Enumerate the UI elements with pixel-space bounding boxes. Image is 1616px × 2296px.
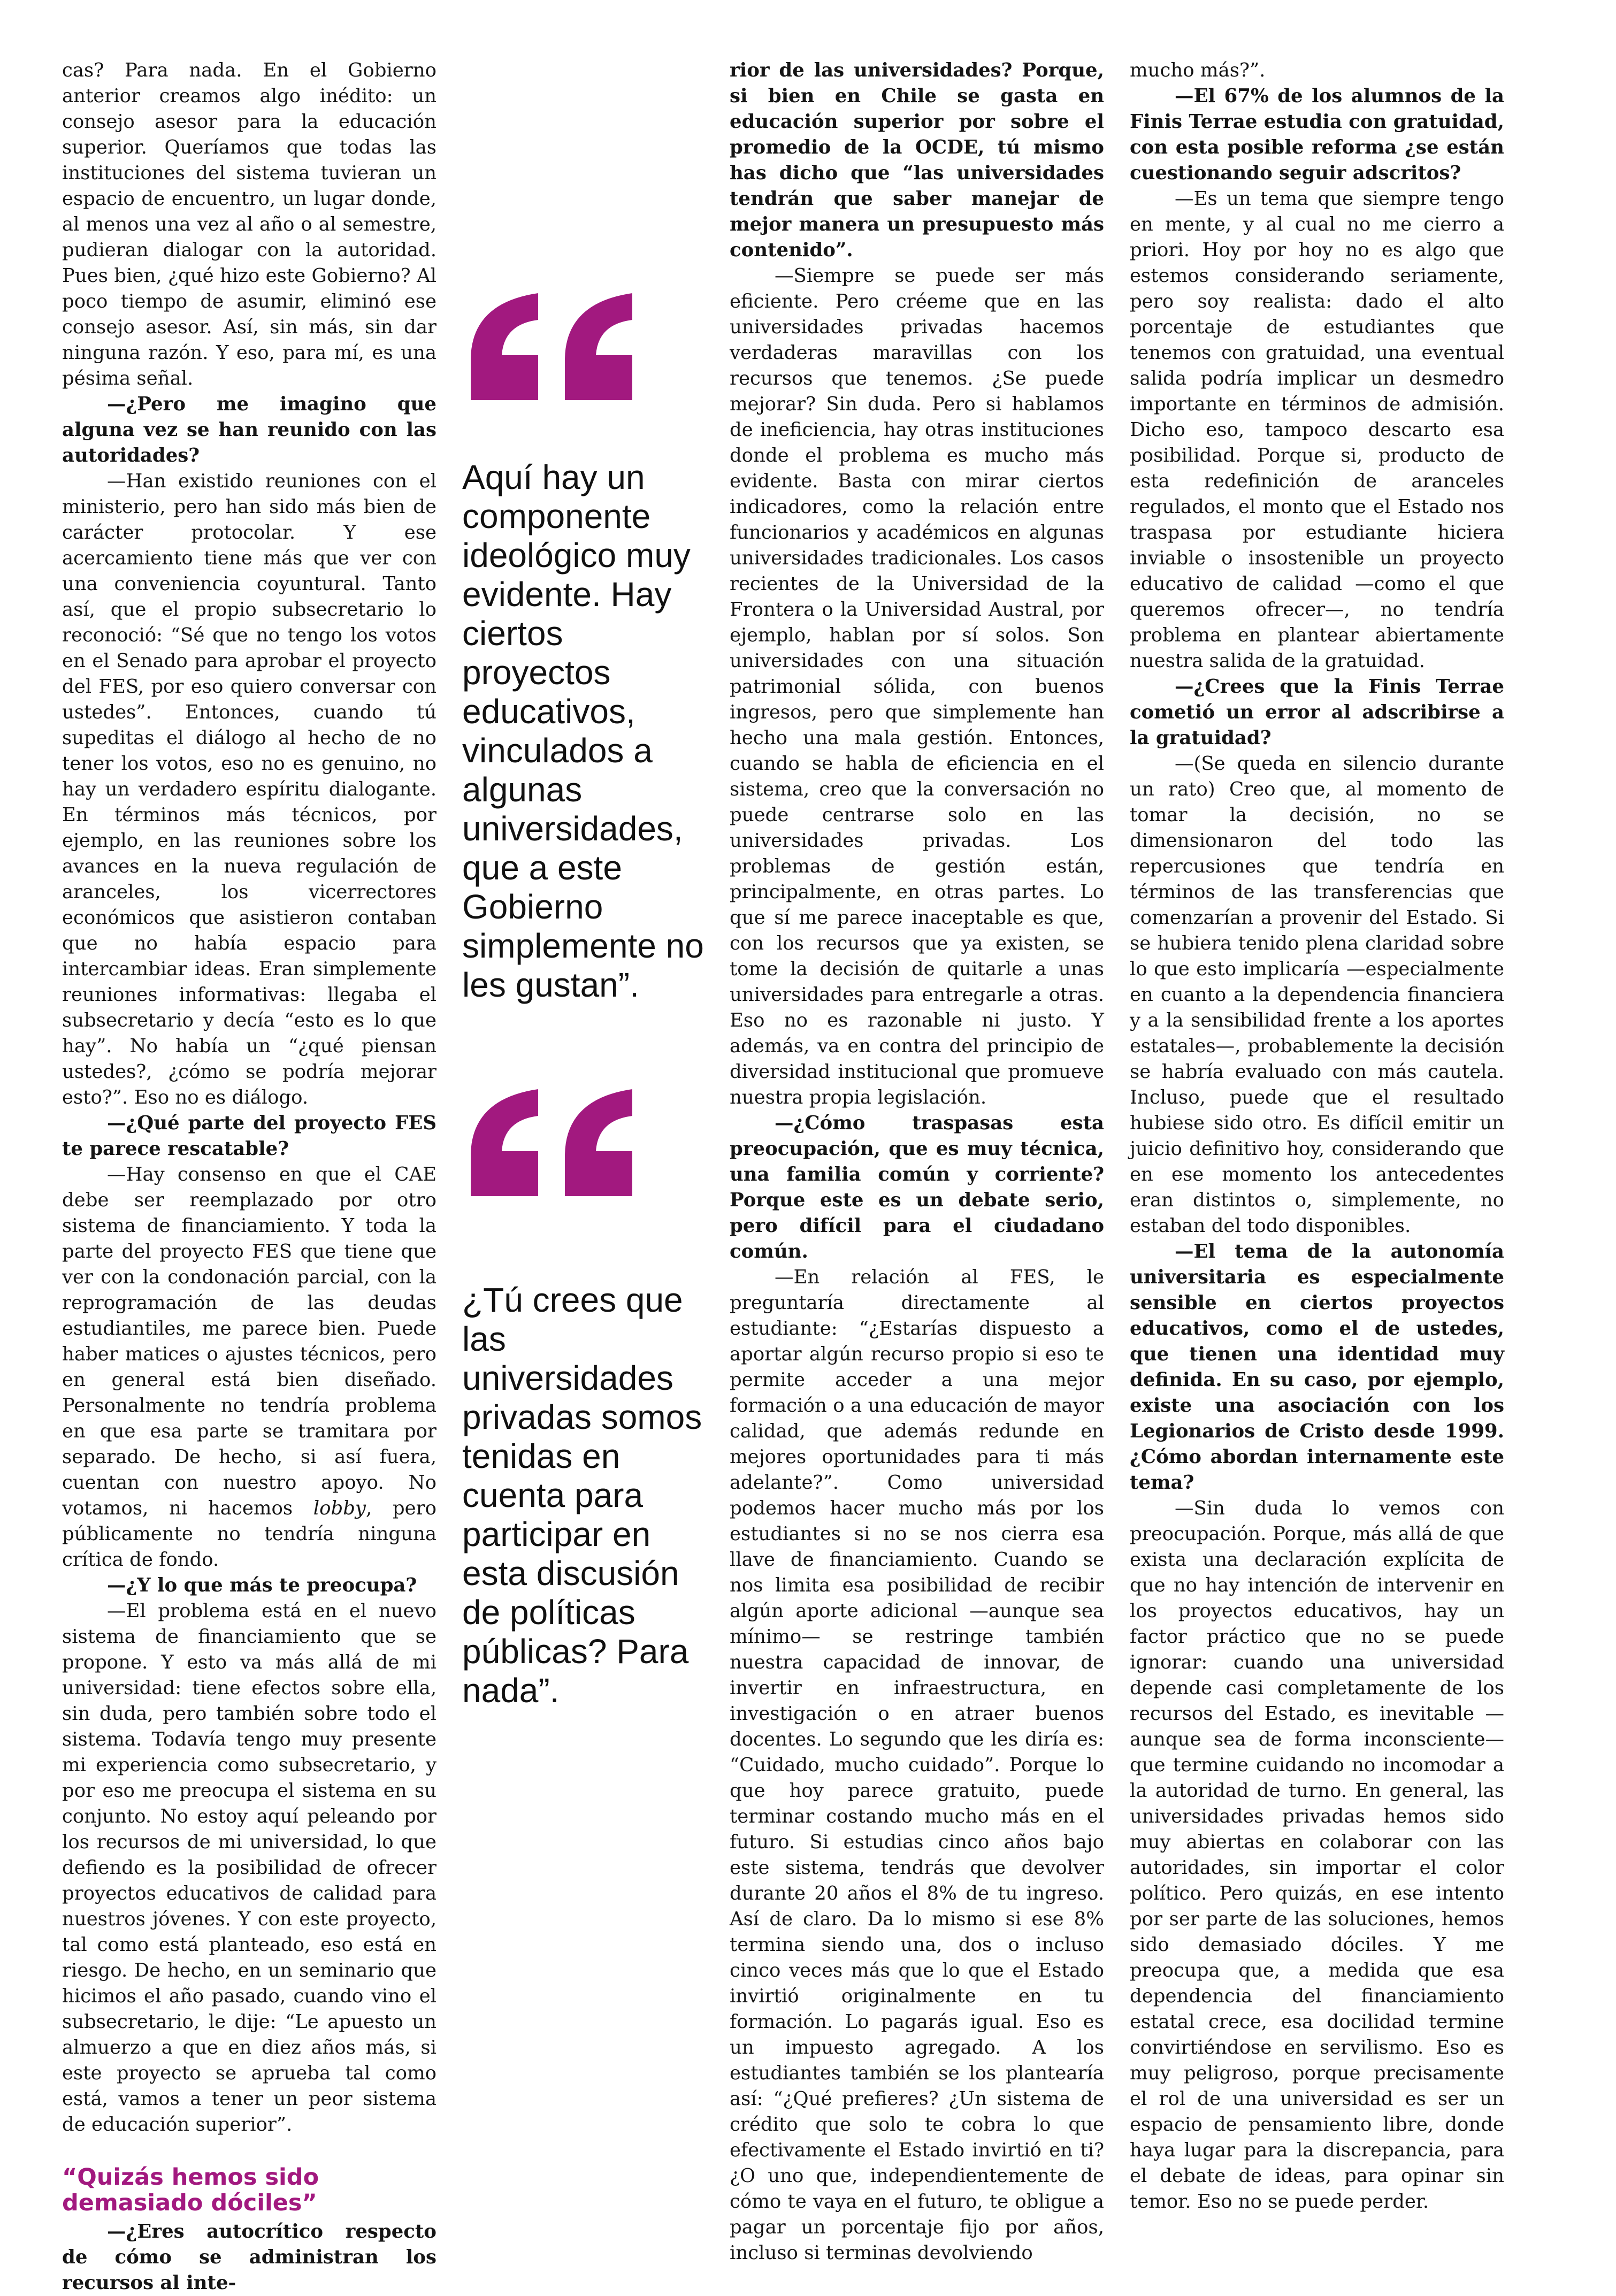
paragraph: [62, 1162, 436, 1573]
paragraph: cas? Para nada. En el Gobierno anterior creamos algo inédito: un consejo asesor para la educación superior. Queríamos que todas las instituciones del sistema tuvieran un espacio de encuentro, un lugar donde, al menos una vez al año o al semestre, pudieran dialogar con la autoridad. Pues bien, ¿qué hizo este Gobierno? Al poco tiempo de asumir, eliminó ese consejo asesor. Así, sin más, sin dar ninguna razón. Y eso, para mí, es una pésima señal.: [62, 59, 436, 389]
text-run: —Hay consenso en que el CAE debe ser reemplazado por otro sistema de financiamiento. Y toda la parte del proyecto FES que tiene que ver con la condonación parcial, con la reprogramación de las deudas estudiantiles, me parece bien. Puede haber matices o ajustes técnicos, pero en general está bien diseñado. Personalmente no tendría problema en que esa parte se tramitara por separado. De hecho, si así fuera, cuentan con nuestro apoyo. No votamos, ni hacemos: [62, 1164, 436, 1519]
interview-question: —¿Eres autocrítico respecto de cómo se administran los recursos al inte-: [62, 2221, 436, 2294]
paragraph: mucho más?”.: [1130, 59, 1266, 81]
article-column-3: [730, 58, 1104, 2266]
section-subheading: “Quizás hemos sido demasiado dóciles”: [62, 2164, 319, 2216]
pull-quote-1: [462, 293, 708, 1005]
quotation-mark-icon: [462, 1089, 639, 1196]
pull-quote-2: [462, 1089, 708, 1710]
interview-question: —¿Cómo traspasas esta preocupación, que es muy técnica, una familia común y corriente? Porque este es un debate serio, pero difícil para el ciudadano común.: [730, 1112, 1104, 1262]
paragraph: —Sin duda lo vemos con preocupación. Porque, más allá de que exista una declaración explícita de que no hay intención de intervenir en los proyectos educativos, hay un factor práctico que no se puede ignorar: cuando una universidad depende casi completamente de los recursos del Estado, es inevitable —aunque sea de forma inconsciente— que termine cuidando no incomodar a la autoridad de turno. En general, las universidades privadas hemos sido muy abiertas en colaborar con las autoridades, sin importar el color político. Pero quizás, en ese intento por ser parte de las soluciones, hemos sido demasiado dóciles. Y me preocupa que, a medida que esa dependencia del financiamiento estatal crece, esa docilidad termine convirtiéndose en servilismo. Eso es muy peligroso, porque precisamente el rol de una universidad es ser un espacio de pensamiento libre, donde haya lugar para la discrepancia, para el debate de ideas, para opinar sin temor. Eso no se puede perder.: [1130, 1497, 1504, 2213]
paragraph: —En relación al FES, le preguntaría directamente al estudiante: “¿Estarías dispuesto a aportar algún recurso propio si eso te permite acceder a una mejor formación o a una educación de mayor calidad, que además redunde en mejores oportunidades para ti más adelante?”. Como universidad podemos hacer mucho más por los estudiantes si no se nos cierra esa llave de financiamiento. Cuando se nos limita esa posibilidad de recibir algún aporte adicional —aunque sea mínimo— se restringe también nuestra capacidad de innovar, de invertir en infraestructura, en investigación o en atraer buenos docentes. Lo segundo que les diría es: “Cuidado, mucho cuidado”. Porque lo que hoy parece gratuito, puede terminar costando mucho más en el futuro. Si estudias cinco años bajo este sistema, tendrás que devolver durante 20 años el 8% de tu ingreso. Así de claro. Da lo mismo si ese 8% termina siendo una, dos o incluso cinco veces más que lo que el Estado invirtió originalmente en tu formación. Lo pagarás igual. Eso es un impuesto agregado. A los estudiantes también se los plantearía así: “¿Qué prefieres? ¿Un sistema de crédito que solo te cobra lo que efectivamente el Estado invirtió en ti? ¿O uno que, independientemente de cómo te vaya en el futuro, te obligue a pagar un porcentaje fijo por años, incluso si terminas devolviendo: [730, 1266, 1104, 2264]
interview-question: —¿Y lo que más te preocupa?: [107, 1574, 417, 1596]
interview-question: —¿Crees que la Finis Terrae cometió un error al adscribirse a la gratuidad?: [1130, 676, 1504, 749]
article-column-1: [62, 58, 436, 2296]
interview-question: —¿Pero me imagino que alguna vez se han reunido con las autoridades?: [62, 393, 436, 466]
paragraph: —Siempre se puede ser más eficiente. Pero créeme que en las universidades privadas hacemos verdaderas maravillas con los recursos que tenemos. ¿Se puede mejorar? Sin duda. Pero si hablamos de ineficiencia, hay otras instituciones donde el problema es mucho más evidente. Basta con mirar ciertos indicadores, como la relación entre funcionarios y académicos en algunas universidades tradicionales. Los casos recientes de la Universidad de la Frontera o la Universidad Austral, por ejemplo, hablan por sí solos. Son universidades con una situación patrimonial sólida, con buenos ingresos, pero que simplemente han hecho una mala gestión. Entonces, cuando se habla de eficiencia en el sistema, creo que la conversación no puede centrarse solo en las universidades privadas. Los problemas de gestión están, principalmente, en otras partes. Lo que sí me parece inaceptable es que, con los recursos que ya existen, se tome la decisión de quitarle a unas universidades para entregarle a otras. Eso no es razonable ni justo. Y además, va en contra del principio de diversidad institucional que promueve nuestra propia legislación.: [730, 265, 1104, 1108]
quotation-mark-icon: [462, 293, 639, 400]
article-column-4: [1130, 58, 1504, 2215]
interview-question: —¿Qué parte del proyecto FES te parece rescatable?: [62, 1112, 436, 1160]
paragraph: —Es un tema que siempre tengo en mente, y al cual no me cierro a priori. Hoy por hoy no es algo que estemos considerando seriamente, pero soy realista: dado el alto porcentaje de estudiantes que tenemos con gratuidad, una eventual salida podría implicar un desmedro importante en términos de admisión. Dicho eso, tampoco descarto esa posibilidad. Porque si, producto de esta redefinición de aranceles regulados, el monto que el Estado nos traspasa por estudiante hiciera inviable o insostenible un proyecto educativo de calidad —como el que queremos ofrecer—, no tendría problema en plantear abiertamente nuestra salida de la gratuidad.: [1130, 188, 1504, 672]
italic-term: lobby: [313, 1497, 366, 1519]
paragraph: —Han existido reuniones con el ministerio, pero han sido más bien de carácter protocolar. Y ese acercamiento tiene más que ver con una conveniencia coyuntural. Tanto así, que el propio subsecretario lo reconoció: “Sé que no tengo los votos en el Senado para aprobar el proyecto del FES, por eso quiero conversar con ustedes”. Entonces, cuando tú supeditas el diálogo al hecho de no tener los votos, eso no es genuino, no hay un verdadero espíritu dialogante. En términos más técnicos, por ejemplo, en las reuniones sobre los avances en la nueva regulación de aranceles, los vicerrectores económicos que asistieron contaban que no había espacio para intercambiar ideas. Eran simplemente reuniones informativas: llegaba el subsecretario y decía “esto es lo que hay”. No había un “¿qué piensan ustedes?, ¿cómo se podría mejorar esto?”. Eso no es diálogo.: [62, 470, 436, 1108]
paragraph: —(Se queda en silencio durante un rato) Creo que, al momento de tomar la decisión, no se dimensionaron del todo las repercusiones que tendría en términos de las transferencias que comenzarían a provenir del Estado. Si se hubiera tenido plena claridad sobre lo que esto implicaría —especialmente en cuanto a la dependencia financiera y a la sensibilidad frente a los aportes estatales—, probablemente la decisión se habría evaluado con más cautela. Incluso, puede que el resultado hubiese sido otro. Es difícil emitir un juicio definitivo hoy, considerando que en ese momento los antecedentes eran distintos o, simplemente, no estaban del todo disponibles.: [1130, 753, 1504, 1237]
interview-question: —El tema de la autonomía universitaria es especialmente sensible en ciertos proyectos educativos, como el de ustedes, que tienen una identidad muy definida. En su caso, por ejemplo, existe una asociación con los Legionarios de Cristo desde 1999. ¿Cómo abordan internamente este tema?: [1130, 1241, 1504, 1494]
text-run: , pero públicamente no tendría ninguna crítica de fondo.: [62, 1497, 436, 1571]
interview-question: —El 67% de los alumnos de la Finis Terrae estudia con gratuidad, con esta posible reforma ¿se están cuestionando seguir adscritos?: [1130, 85, 1504, 184]
pull-quote-text: Aquí hay un componente ideológico muy evidente. Hay ciertos proyectos educativos, vinculados a algunas universidades, que a este Gobierno simplemente no les gustan”.: [462, 458, 704, 1004]
pull-quote-text: ¿Tú crees que las universidades privadas somos tenidas en cuenta para participar en esta discusión de políticas públicas? Para nada”.: [462, 1281, 702, 1710]
paragraph: —El problema está en el nuevo sistema de financiamiento que se propone. Y esto va más allá de mi universidad: tiene efectos sobre ella, sin duda, pero también sobre todo el sistema. Todavía tengo muy presente mi experiencia como subsecretario, y por eso me preocupa el sistema en su conjunto. No estoy aquí peleando por los recursos de mi universidad, lo que defiendo es la posibilidad de ofrecer proyectos educativos de calidad para nuestros jóvenes. Y con este proyecto, tal como está planteado, eso está en riesgo. De hecho, en un seminario que hicimos el año pasado, cuando vino el subsecretario, le dije: “Le apuesto un almuerzo a que en diez años más, si este proyecto se aprueba tal como está, vamos a tener un peor sistema de educación superior”.: [62, 1600, 436, 2136]
interview-question: rior de las universidades? Porque, si bien en Chile se gasta en educación superior por sobre el promedio de la OCDE, tú mismo has dicho que “las universidades tendrán que saber manejar de mejor manera un presupuesto más contenido”.: [730, 59, 1104, 261]
